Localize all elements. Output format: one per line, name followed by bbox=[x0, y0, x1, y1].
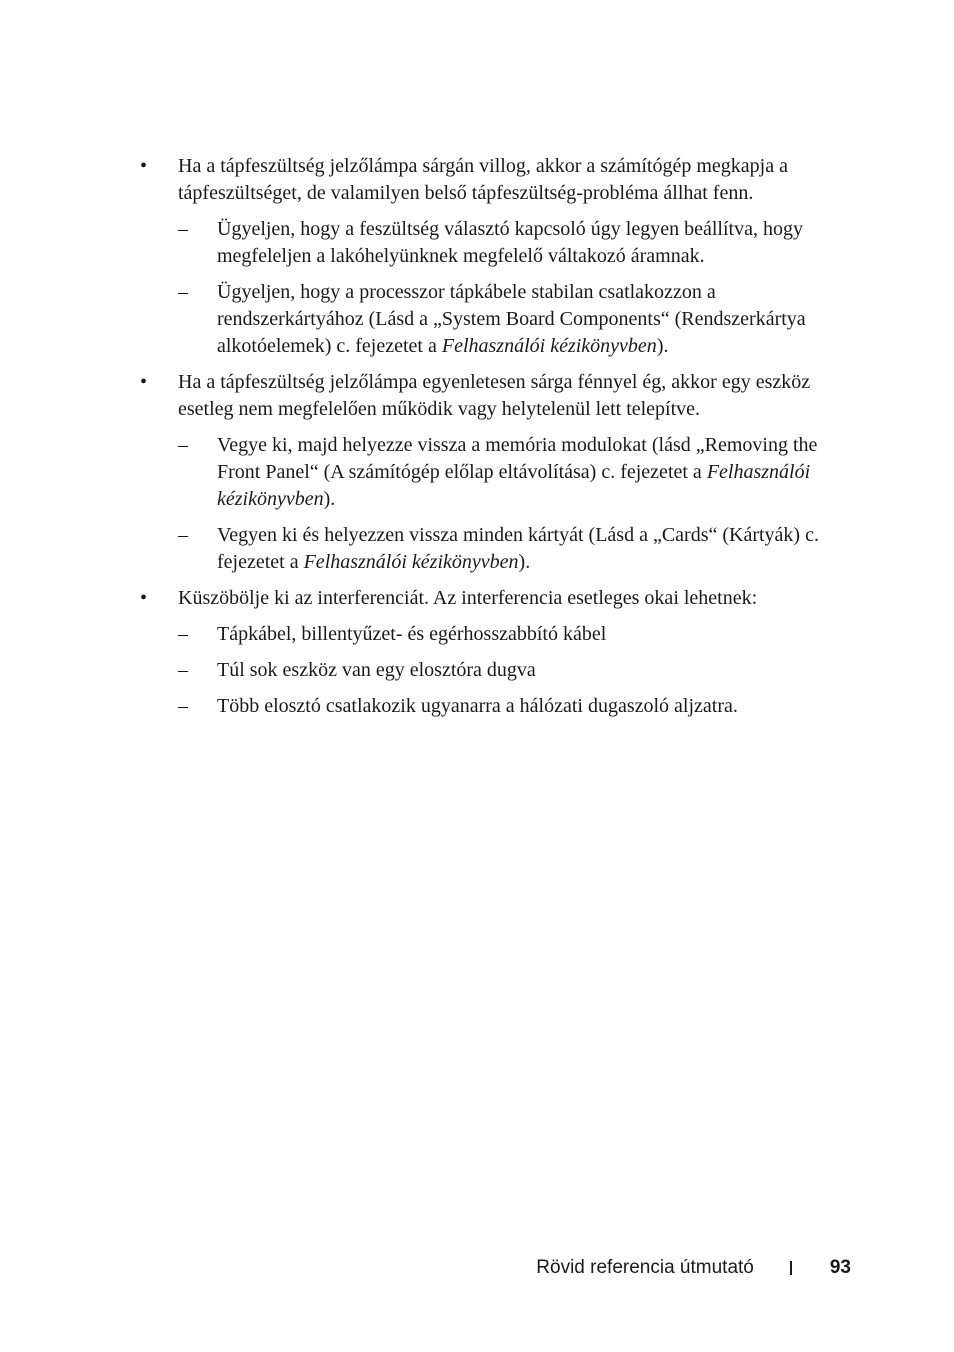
sub-item-cards bbox=[140, 522, 860, 576]
sub-item-end: ). bbox=[518, 551, 531, 573]
page-number: 93 bbox=[829, 1257, 851, 1278]
list-item-steady-amber bbox=[140, 369, 860, 423]
list-item-blinking-amber bbox=[140, 153, 860, 207]
dash-marker: – bbox=[178, 218, 188, 240]
dash-marker: – bbox=[178, 281, 188, 303]
list-item-text: Küszöbölje ki az interferenciát. Az interferencia esetleges okai lehetnek: bbox=[178, 587, 758, 609]
list-item-text: Ha a tápfeszültség jelzőlámpa egyenletesen sárga fénnyel ég, akkor egy eszköz esetleg nem megfelelően működik vagy helytelenül lett telepítve. bbox=[178, 371, 811, 420]
sub-item-extension-cables bbox=[140, 621, 860, 648]
sub-item-memory-modules bbox=[140, 432, 860, 513]
sub-item-text: Több elosztó csatlakozik ugyanarra a hálózati dugaszoló aljzatra. bbox=[217, 695, 738, 717]
list-item-interference bbox=[140, 585, 860, 612]
sub-item-text: Túl sok eszköz van egy elosztóra dugva bbox=[217, 659, 536, 681]
dash-marker: – bbox=[178, 659, 188, 681]
page-footer bbox=[536, 1254, 851, 1282]
manual-reference: Felhasználói kézikönyvben bbox=[441, 335, 657, 357]
sub-item-too-many-devices bbox=[140, 657, 860, 684]
footer-separator bbox=[790, 1261, 792, 1275]
troubleshooting-list bbox=[140, 153, 860, 729]
dash-marker: – bbox=[178, 623, 188, 645]
list-item-text: Ha a tápfeszültség jelzőlámpa sárgán villog, akkor a számítógép megkapja a tápfeszültséget, de valamilyen belső tápfeszültség-probléma állhat fenn. bbox=[178, 155, 788, 204]
sub-item-text: Ügyeljen, hogy a processzor tápkábele stabilan csatlakozzon a rendszerkártyához (Lásd a „System Board Components“ (Rendszerkártya alkotóelemek) c. fejezetet a bbox=[217, 281, 806, 357]
bullet-marker: • bbox=[140, 371, 148, 393]
sub-item-text: Tápkábel, billentyűzet- és egérhosszabbító kábel bbox=[217, 623, 607, 645]
bullet-marker: • bbox=[140, 155, 148, 177]
footer-section-title: Rövid referencia útmutató bbox=[536, 1257, 754, 1278]
sub-item-text: Ügyeljen, hogy a feszültség választó kapcsoló úgy legyen beállítva, hogy megfeleljen a lakóhelyünknek megfelelő váltakozó áramnak. bbox=[217, 218, 803, 267]
sub-item-text: Vegye ki, majd helyezze vissza a memória modulokat (lásd „Removing the Front Panel“ (A számítógép előlap eltávolítása) c. fejezetet a bbox=[217, 434, 818, 483]
sub-item-end: ). bbox=[656, 335, 669, 357]
bullet-marker: • bbox=[140, 587, 148, 609]
sub-item-text: Vegyen ki és helyezzen vissza minden kártyát (Lásd a „Cards“ (Kártyák) c. fejezetet a bbox=[217, 524, 819, 573]
dash-marker: – bbox=[178, 524, 188, 546]
sub-item-end: ). bbox=[323, 488, 336, 510]
sub-item-multiple-strips bbox=[140, 693, 860, 720]
manual-reference: Felhasználói kézikönyvben bbox=[217, 461, 811, 510]
dash-marker: – bbox=[178, 695, 188, 717]
sub-item-voltage-switch bbox=[140, 216, 860, 270]
dash-marker: – bbox=[178, 434, 188, 456]
sub-item-processor-power bbox=[140, 279, 860, 360]
manual-reference: Felhasználói kézikönyvben bbox=[303, 551, 519, 573]
